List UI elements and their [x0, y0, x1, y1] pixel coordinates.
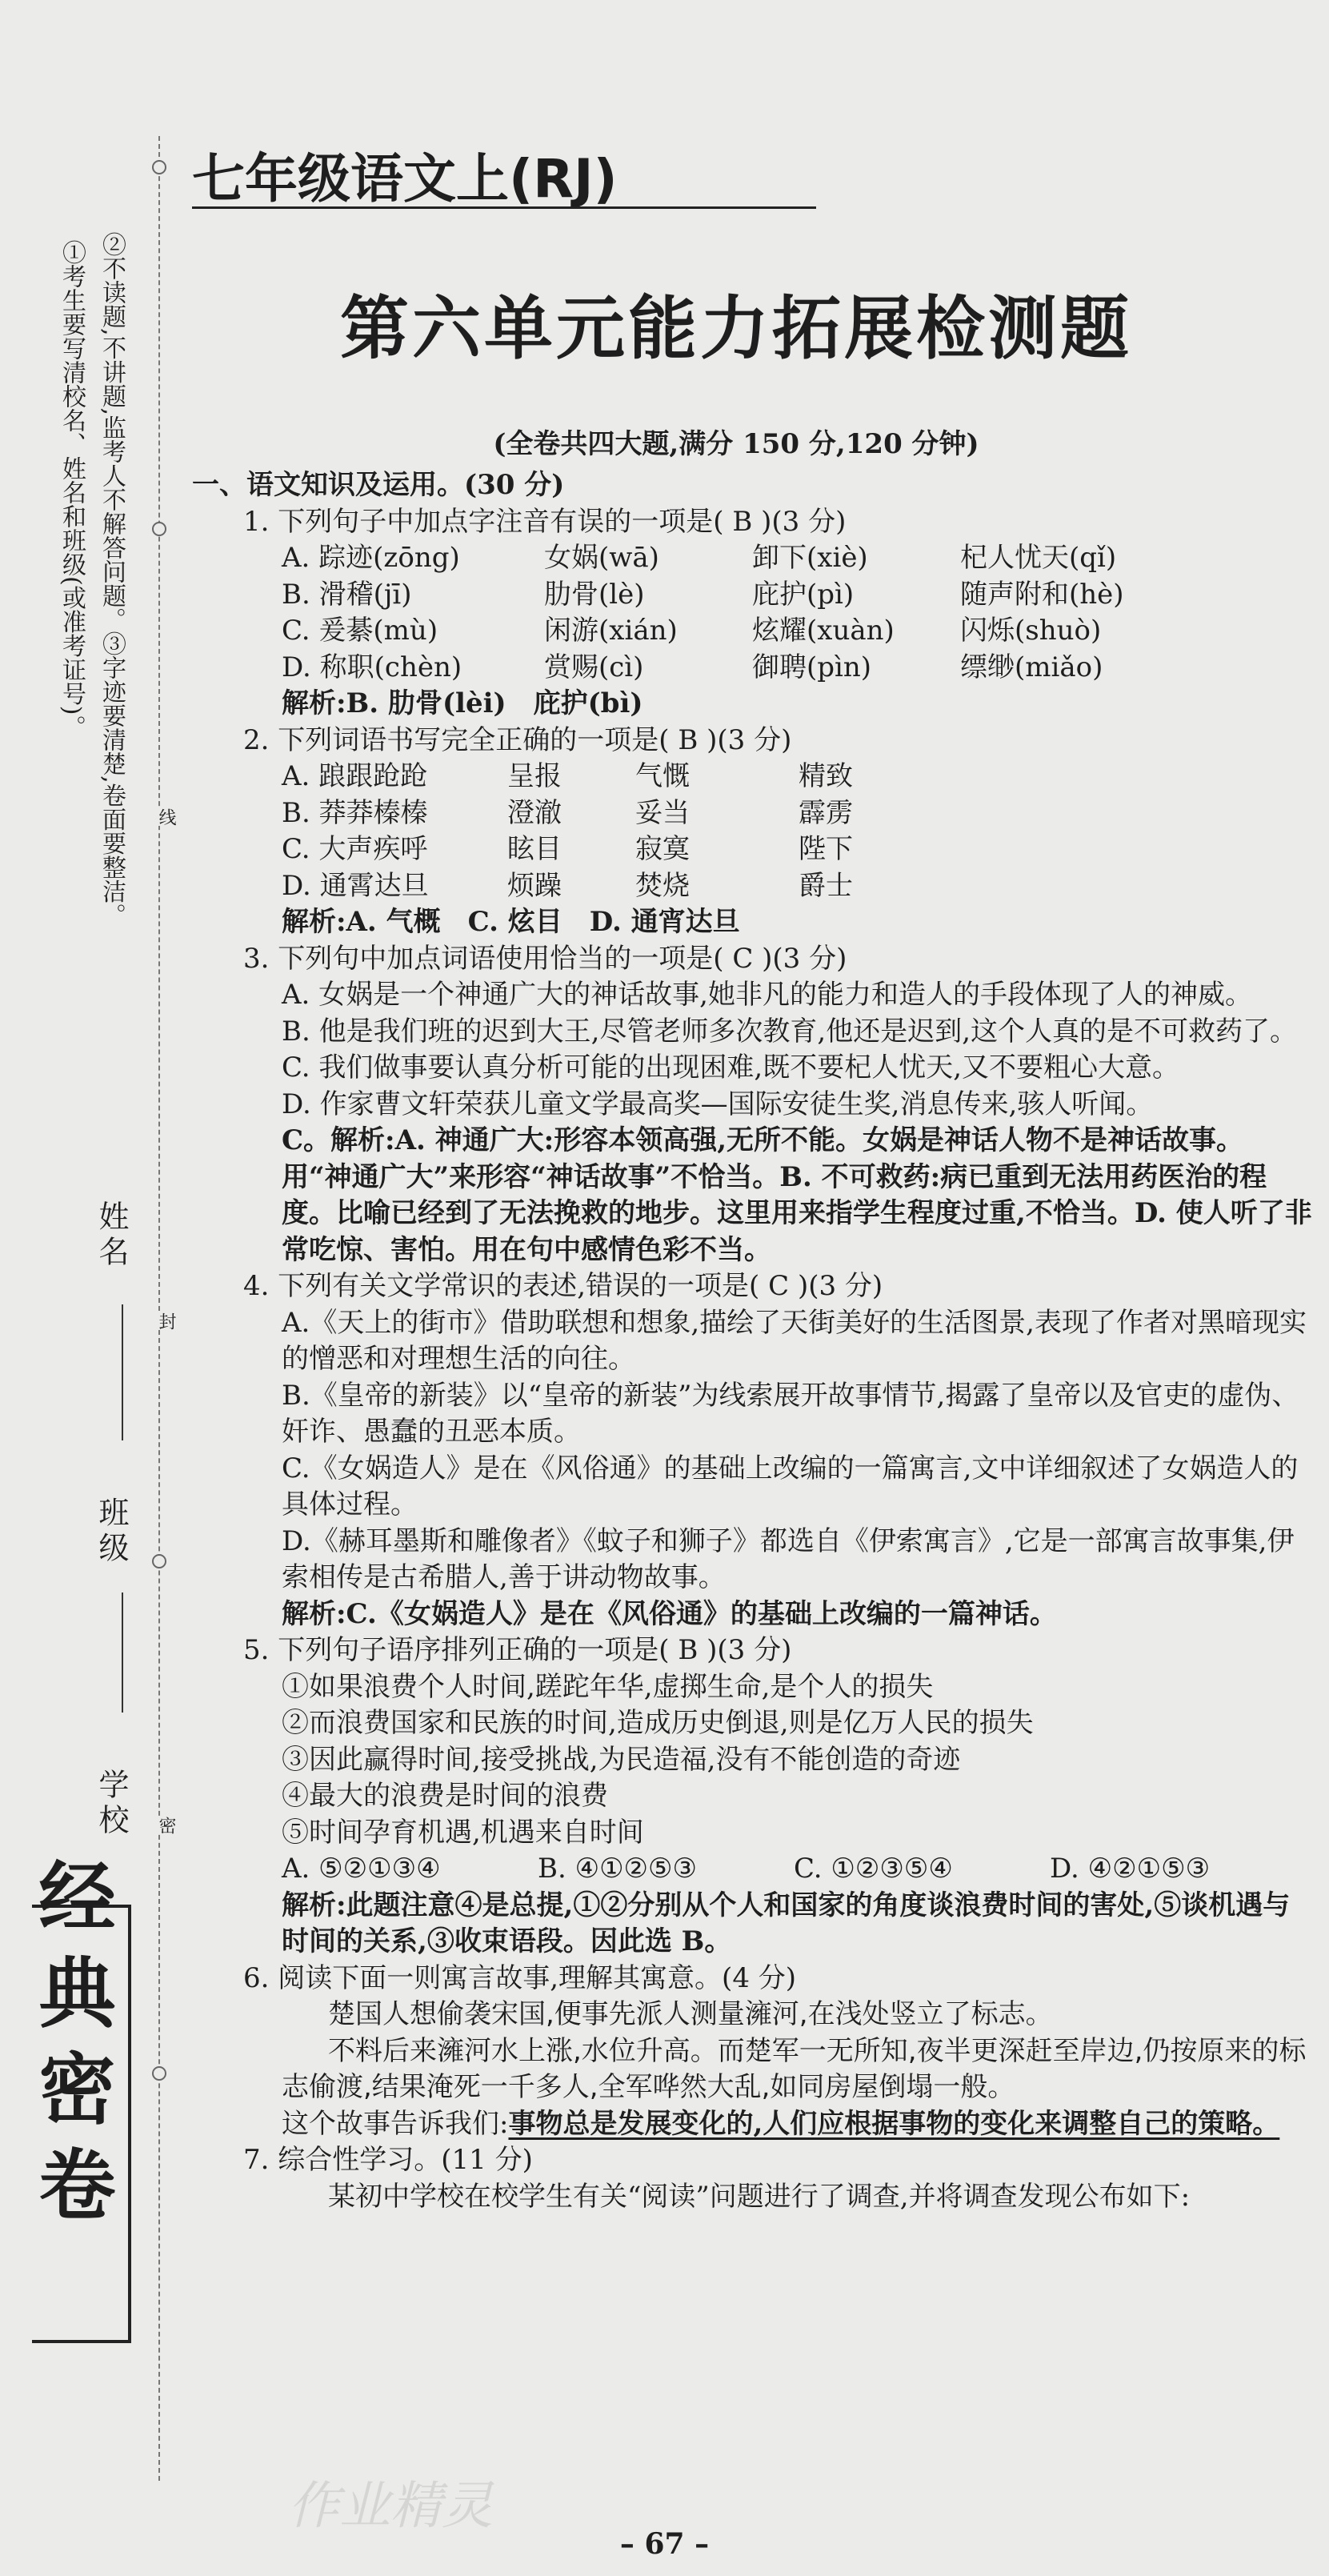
q4-analysis: 解析:C.《女娲造人》是在《风俗通》的基础上改编的一篇神话。 [282, 1597, 1057, 1630]
q6-fable-p2: 不料后来澭河水上涨,水位升高。而楚军一无所知,夜半更深赶至岸边,仍按原来的标志偷渡,结果淹死一千多人,全军哗然大乱,如同房屋倒塌一般。 [282, 2034, 1307, 2103]
q5-analysis: 解析:此题注意④是总提,①②分别从个人和国家的角度谈浪费时间的害处,⑤谈机遇与时间的关系,③收束语段。因此选 B。 [282, 1889, 1291, 1957]
q3-option-c: C. 我们做事要认真分析可能的出现困难,既不要杞人忧天,又不要粗心大意。 [282, 1052, 1180, 1084]
q5-sentence-2: ②而浪费国家和民族的时间,造成历史倒退,则是亿万人民的损失 [282, 1707, 1034, 1739]
q6-answer [192, 2106, 1312, 2143]
q1-option-d: D. 称职(chèn) 赏赐(cì) 御聘(pìn) 缥缈(miǎo) [282, 651, 1103, 683]
classic-paper-tag: 经典密卷 [26, 1857, 116, 2241]
q1-option-c: C. 爰綦(mù) 闲游(xián) 炫耀(xuàn) 闪烁(shuò) [282, 615, 1102, 647]
q2-option-d: D. 通霄达旦 烦躁 焚烧 爵士 [282, 869, 853, 902]
q5-sentence-4: ④最大的浪费是时间的浪费 [282, 1780, 608, 1812]
q3-stem: 3. 下列句中加点词语使用恰当的一项是( C )(3 分) [243, 942, 847, 975]
q7-intro: 某初中学校在校学生有关“阅读”问题进行了调查,并将调查发现公布如下: [328, 2180, 1191, 2213]
q2-stem: 2. 下列词语书写完全正确的一项是( B )(3 分) [243, 723, 792, 756]
mi-label: 密 [152, 1817, 179, 1834]
q5-sentence-3: ③因此赢得时间,接受挑战,为民造福,没有不能创造的奇迹 [282, 1743, 961, 1776]
class-field-line[interactable] [122, 1592, 123, 1713]
q6-stem: 6. 阅读下面一则寓言故事,理解其寓意。(4 分) [243, 1961, 797, 1994]
binding-dashed-line [158, 136, 160, 2481]
q2-analysis: 解析:A. 气概 C. 炫目 D. 通宵达旦 [282, 906, 740, 938]
q1-option-b: B. 滑稽(jī) 肋骨(lè) 庇护(pì) 随声附和(hè) [282, 578, 1124, 611]
grade-label: 七年级语文上(RJ) [192, 148, 618, 210]
name-field-line[interactable] [122, 1304, 123, 1440]
q1-analysis: 解析:B. 肋骨(lèi) 庇护(bì) [282, 687, 643, 719]
q4-stem: 4. 下列有关文学常识的表述,错误的一项是( C )(3 分) [243, 1270, 883, 1302]
class-field-label: 班级 [94, 1496, 129, 1567]
q3-option-d: D. 作家曹文轩荣获儿童文学最高奖—国际安徒生奖,消息传来,骇人听闻。 [282, 1088, 1154, 1120]
exam-notice-1: ①考生要写清校名、姓名和班级(或准考证号)。 [58, 240, 86, 739]
q5-sentence-5: ⑤时间孕育机遇,机遇来自时间 [282, 1816, 644, 1849]
binding-margin [0, 0, 176, 2576]
q5-sentence-1: ①如果浪费个人时间,蹉跎年华,虚掷生命,是个人的损失 [282, 1670, 934, 1703]
q4-option-b: B.《皇帝的新装》以“皇帝的新装”为线索展开故事情节,揭露了皇帝以及官吏的虚伪、奸诈、愚蠢的丑恶本质。 [282, 1379, 1299, 1448]
questions [192, 467, 1312, 2215]
q4-option-d: D.《赫耳墨斯和雕像者》《蚊子和狮子》都选自《伊索寓言》,它是一部寓言故事集,伊索相传是古希腊人,善于讲动物故事。 [282, 1524, 1295, 1593]
q5-stem: 5. 下列句子语序排列正确的一项是( B )(3 分) [243, 1634, 792, 1666]
page-title: 第六单元能力拓展检测题 [340, 289, 1132, 369]
q3-option-b: B. 他是我们班的迟到大王,尽管老师多次教育,他还是迟到,这个人真的是不可救药了。 [282, 1015, 1298, 1048]
binding-hole [152, 522, 166, 536]
binding-hole [152, 1554, 166, 1568]
q3-analysis: C。解析:A. 神通广大:形容本领高强,无所不能。女娲是神话人物不是神话故事。用“神通广大”来形容“神话故事”不恰当。B. 不可救药:病已重到无法用药医治的程度。比喻已经到了无法挽救的地步。这里用来指学生程度过重,不恰当。D. 使人听了非常吃惊、害怕。用在句中感情色彩不当。 [282, 1124, 1312, 1266]
exam-body [192, 136, 1312, 2215]
q1-option-a: A. 踪迹(zōng) 女娲(wā) 卸下(xiè) 杞人忧天(qǐ) [282, 542, 1117, 574]
q3-option-a: A. 女娲是一个神通广大的神话故事,她非凡的能力和造人的手段体现了人的神威。 [282, 979, 1252, 1011]
binding-hole [152, 160, 166, 174]
seal-label: 封 [152, 1312, 179, 1330]
q5-options: A. ⑤②①③④ B. ④①②⑤③ C. ①②③⑤④ D. ④②①⑤③ [282, 1853, 1211, 1885]
q2-option-c: C. 大声疾呼 眩目 寂寞 陛下 [282, 833, 853, 865]
exam-notice-2: ②不读题,不讲题,监考人不解答问题。③字迹要清楚,卷面要整洁。 [98, 232, 126, 927]
school-field-label: 学校 [94, 1769, 129, 1839]
q6-answer-prefix: 这个故事告诉我们: [282, 2107, 509, 2140]
q7-stem: 7. 综合性学习。(11 分) [243, 2144, 533, 2176]
exam-subtitle: (全卷共四大题,满分 150 分,120 分钟) [493, 428, 979, 460]
header-rule [192, 206, 816, 209]
q4-option-c: C.《女娲造人》是在《风俗通》的基础上改编的一篇寓言,文中详细叙述了女娲造人的具体过程。 [282, 1452, 1299, 1520]
q2-option-a: A. 踉跟跄跄 呈报 气慨 精致 [282, 760, 853, 792]
q2-option-b: B. 莽莽榛榛 澄澈 妥当 霹雳 [282, 796, 853, 829]
q4-option-a: A.《天上的街市》借助联想和想象,描绘了天街美好的生活图景,表现了作者对黑暗现实的憎恶和对理想生活的向往。 [282, 1306, 1307, 1375]
q6-fable-p1: 楚国人想偷袭宋国,便事先派人测量澭河,在浅处竖立了标志。 [328, 1998, 1053, 2030]
page-number: – 67 – [619, 2527, 710, 2561]
line-label: 线 [152, 808, 179, 826]
section-heading: 一、语文知识及运用。(30 分) [192, 469, 565, 501]
binding-hole [152, 2066, 166, 2081]
q1-stem: 1. 下列句子中加点字注音有误的一项是( B )(3 分) [243, 505, 847, 538]
name-field-label: 姓名 [94, 1200, 129, 1271]
watermark: 作业精灵 [288, 2477, 493, 2536]
q6-answer-text: 事物总是发展变化的,人们应根据事物的变化来调整自己的策略。 [508, 2107, 1280, 2140]
